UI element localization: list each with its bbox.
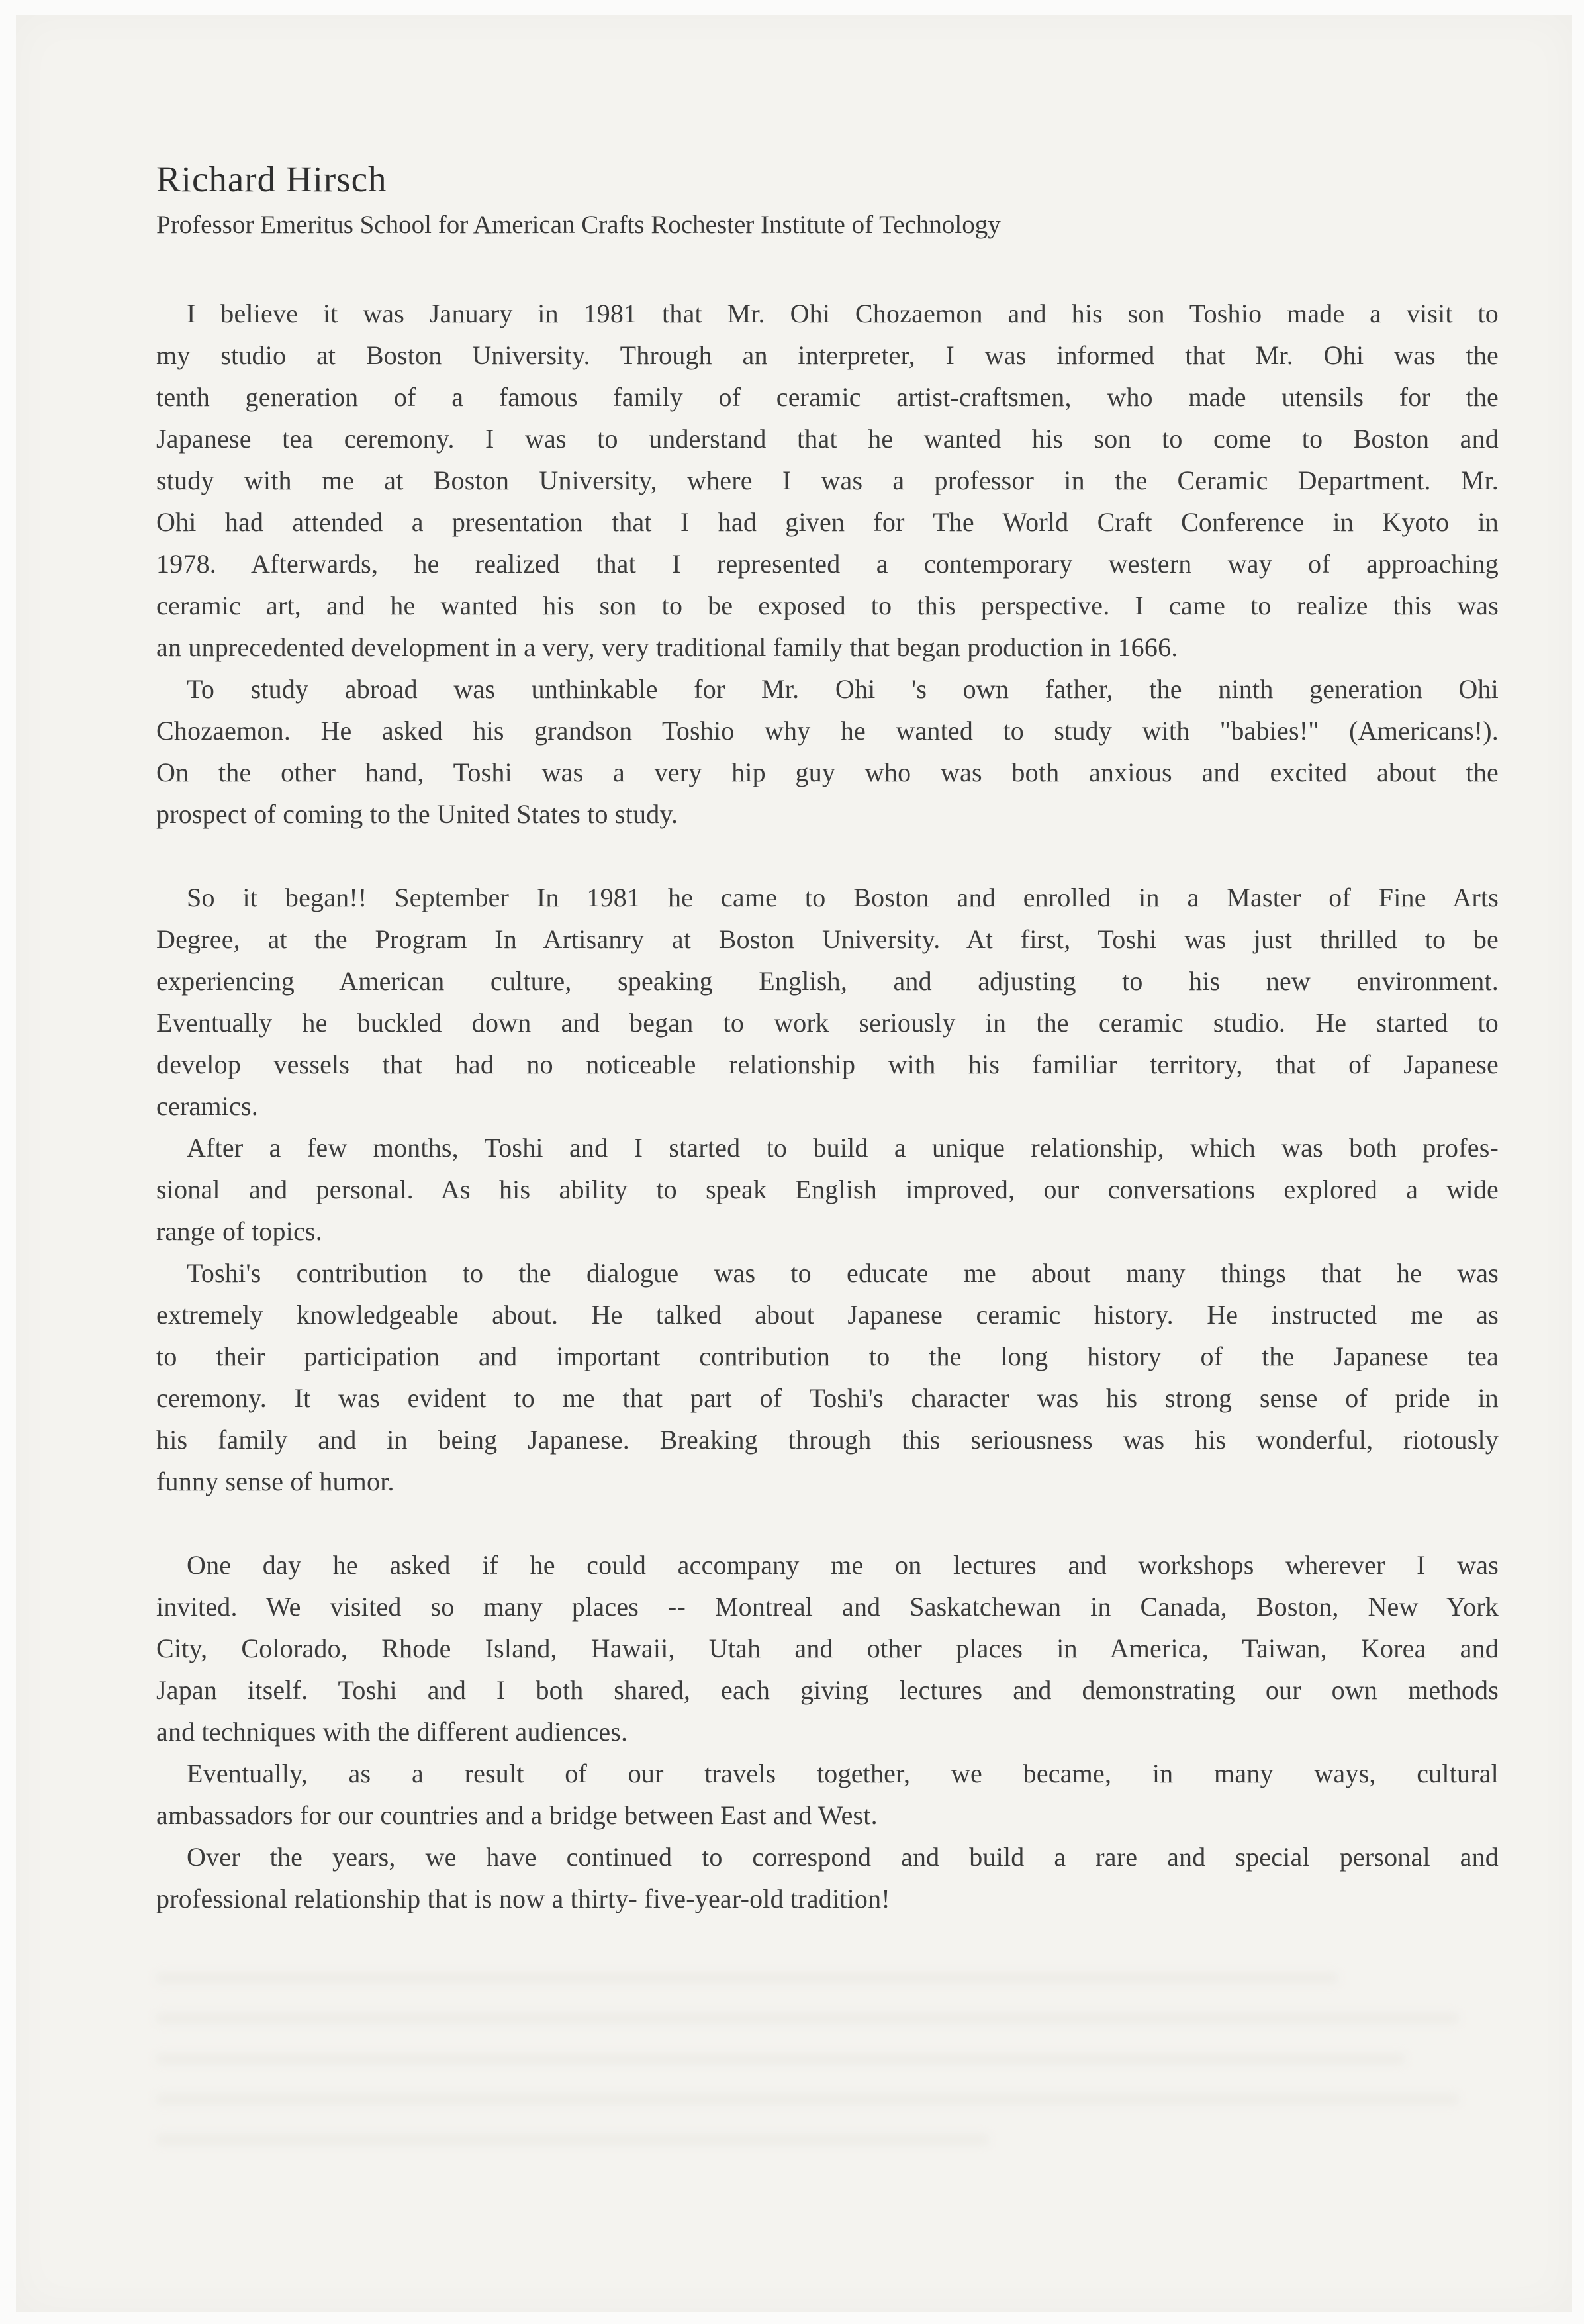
text-line: Eventually, as a result of our travels together, we became, in many ways, cultural	[187, 1759, 1499, 1788]
text-line: experiencing American culture, speaking English, and adjusting to his new environment.	[156, 966, 1499, 996]
text-line: Eventually he buckled down and began to work seriously in the ceramic studio. He started to	[156, 1008, 1499, 1038]
author-name: Richard Hirsch	[156, 159, 387, 199]
text-line: Chozaemon. He asked his grandson Toshio why he wanted to study with "babies!" (Americans!).	[156, 716, 1499, 746]
text-line: sional and personal. As his ability to speak English improved, our conversations explored a wide	[156, 1175, 1499, 1204]
text-line: extremely knowledgeable about. He talked about Japanese ceramic history. He instructed me as	[156, 1300, 1499, 1330]
text-line: One day he asked if he could accompany me on lectures and workshops wherever I was	[187, 1550, 1499, 1580]
text-line: I believe it was January in 1981 that Mr. Ohi Chozaemon and his son Toshio made a visit to	[187, 299, 1499, 328]
essay-section	[156, 877, 1499, 1502]
text-line: ceramics.	[156, 1091, 258, 1121]
text-line: Over the years, we have continued to correspond and build a rare and special personal and	[187, 1842, 1499, 1872]
text-line: funny sense of humor.	[156, 1467, 395, 1496]
text-line: his family and in being Japanese. Breaking through this seriousness was his wonderful, riotously	[156, 1425, 1499, 1455]
text-line: Japanese tea ceremony. I was to understand that he wanted his son to come to Boston and	[156, 424, 1499, 454]
text-line: professional relationship that is now a thirty- five-year-old tradition!	[156, 1884, 890, 1913]
ghost-line	[156, 2094, 1458, 2104]
paragraph	[156, 1127, 1499, 1252]
text-line: So it began!! September In 1981 he came to Boston and enrolled in a Master of Fine Arts	[187, 883, 1499, 912]
paper-sheet	[16, 15, 1572, 2312]
paragraph	[156, 1836, 1499, 1919]
text-line: ambassadors for our countries and a bridge between East and West.	[156, 1800, 878, 1830]
text-line: After a few months, Toshi and I started to build a unique relationship, which was both profes-	[187, 1133, 1499, 1163]
text-line: invited. We visited so many places -- Montreal and Saskatchewan in Canada, Boston, New York	[156, 1592, 1499, 1622]
author-affiliation: Professor Emeritus School for American Crafts Rochester Institute of Technology	[156, 211, 1001, 239]
essay-text	[156, 293, 1499, 1919]
paragraph	[156, 1252, 1499, 1502]
text-line: ceramic art, and he wanted his son to be exposed to this perspective. I came to realize this was	[156, 591, 1499, 620]
essay-section	[156, 293, 1499, 835]
paragraph	[156, 668, 1499, 835]
text-line: City, Colorado, Rhode Island, Hawaii, Utah and other places in America, Taiwan, Korea and	[156, 1633, 1499, 1663]
text-line: my studio at Boston University. Through an interpreter, I was informed that Mr. Ohi was the	[156, 340, 1499, 370]
ghost-line	[156, 1973, 1338, 1983]
text-line: study with me at Boston University, where I was a professor in the Ceramic Department. Mr.	[156, 465, 1499, 495]
text-line: an unprecedented development in a very, very traditional family that began production in 1666.	[156, 632, 1178, 662]
paragraph	[156, 1544, 1499, 1753]
text-line: and techniques with the different audiences.	[156, 1717, 628, 1747]
text-line: Degree, at the Program In Artisanry at Boston University. At first, Toshi was just thrilled to be	[156, 924, 1499, 954]
ghost-line	[156, 2135, 988, 2145]
page-content	[156, 15, 1499, 1919]
text-line: range of topics.	[156, 1216, 322, 1246]
paragraph	[156, 293, 1499, 668]
text-line: To study abroad was unthinkable for Mr. Ohi 's own father, the ninth generation Ohi	[187, 674, 1499, 704]
text-line: Japan itself. Toshi and I both shared, each giving lectures and demonstrating our own methods	[156, 1675, 1499, 1705]
bleed-through-artifact	[156, 1973, 1499, 2175]
text-line: Ohi had attended a presentation that I had given for The World Craft Conference in Kyoto in	[156, 507, 1499, 537]
ghost-line	[156, 2054, 1405, 2064]
text-line: ceremony. It was evident to me that part of Toshi's character was his strong sense of pride in	[156, 1383, 1499, 1413]
text-line: to their participation and important contribution to the long history of the Japanese tea	[156, 1341, 1499, 1371]
text-line: On the other hand, Toshi was a very hip guy who was both anxious and excited about the	[156, 757, 1499, 787]
text-line: 1978. Afterwards, he realized that I represented a contemporary western way of approaching	[156, 549, 1499, 579]
text-line: tenth generation of a famous family of ceramic artist-craftsmen, who made utensils for the	[156, 382, 1499, 412]
paragraph	[156, 1753, 1499, 1836]
ghost-line	[156, 2013, 1458, 2023]
text-line: develop vessels that had no noticeable relationship with his familiar territory, that of Japanese	[156, 1049, 1499, 1079]
text-line: prospect of coming to the United States to study.	[156, 799, 678, 829]
essay-section	[156, 1544, 1499, 1919]
paragraph	[156, 877, 1499, 1127]
text-line: Toshi's contribution to the dialogue was to educate me about many things that he was	[187, 1258, 1499, 1288]
